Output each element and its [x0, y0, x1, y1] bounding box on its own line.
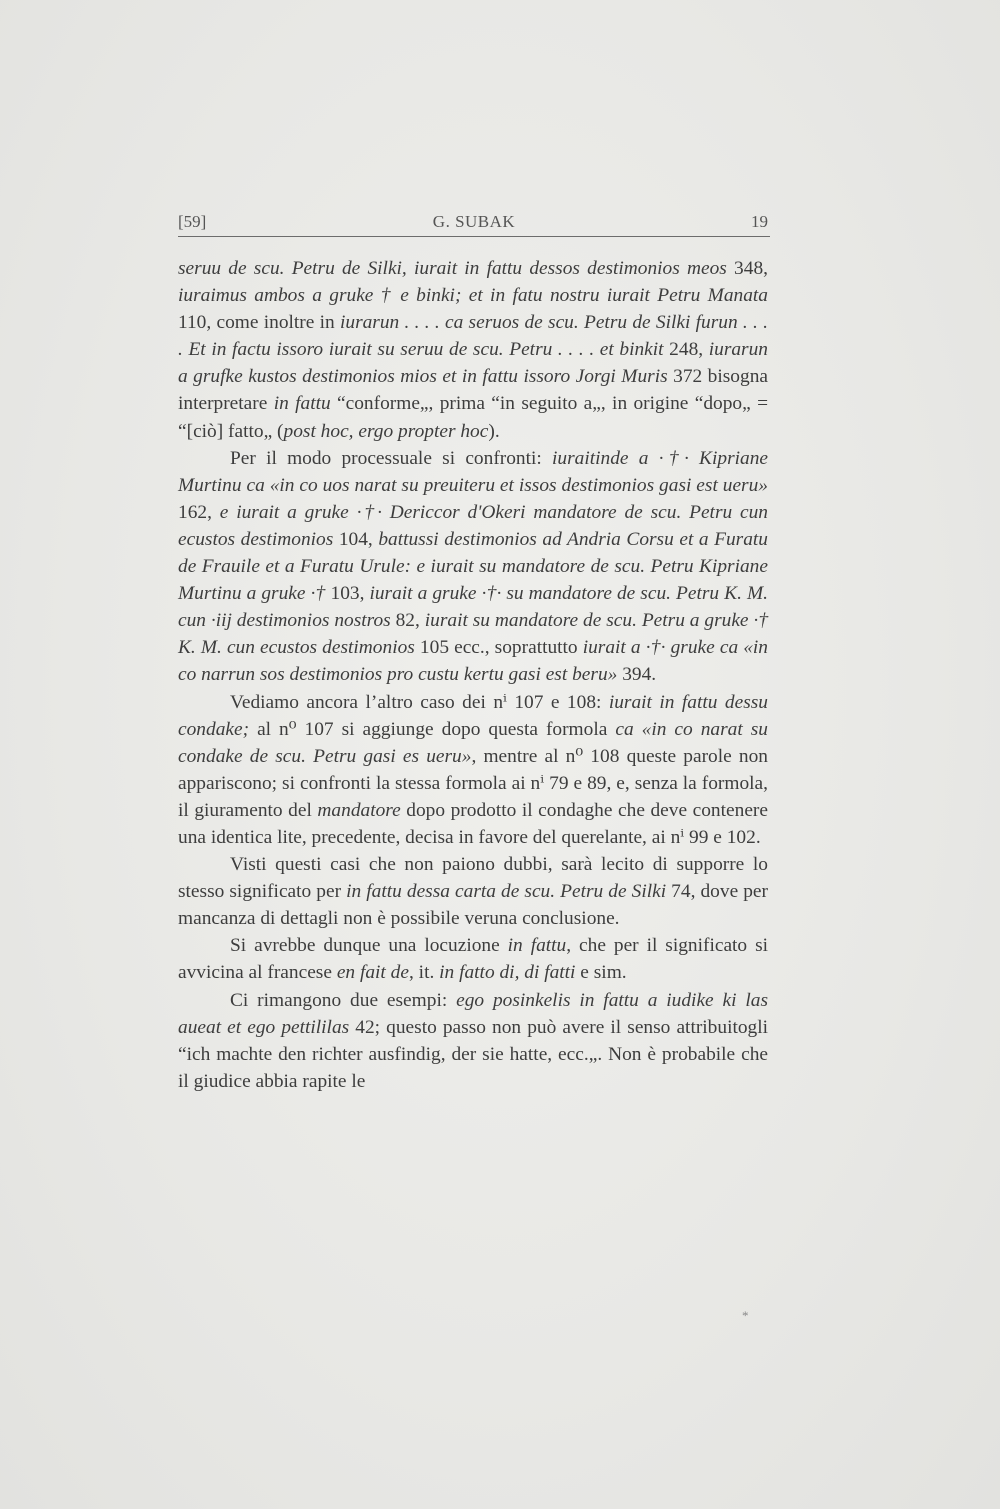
- text-run: 104,: [333, 528, 379, 550]
- text-run: 348,: [726, 258, 768, 279]
- text-run: 82,: [390, 610, 425, 632]
- paragraph: [178, 851, 768, 932]
- page-number: 19: [751, 212, 768, 231]
- paragraph: [178, 689, 768, 852]
- italic-run: in fattu dessa carta de scu. Petru de Silki: [346, 881, 667, 903]
- paragraph: [178, 987, 768, 1095]
- italic-run: iurait a ·†· gruke ca «in co narrun sos destimonios pro custu kertu gasi est beru»: [178, 637, 769, 686]
- text-run: al n⁰ 107 si aggiunge dopo questa formola: [249, 718, 616, 740]
- section-number: [59]: [178, 212, 207, 231]
- text-run: “conforme„, prima “in seguito a„, in origine “dopo„ = “[ciò] fatto„ (: [178, 393, 769, 442]
- text-run: 394.: [617, 664, 657, 686]
- text-run: dopo prodotto il condaghe che deve contenere una identica lite, precedente, decisa in favore del querelante, ai nⁱ 99 e 102.: [178, 799, 768, 848]
- body-text: [178, 255, 768, 1095]
- italic-run: post hoc, ergo propter hoc: [283, 420, 489, 442]
- italic-run: in fatto di, di fatti: [439, 962, 576, 984]
- text-run: 42; questo passo non può avere il senso attribuitogli “ich machte den richter ausfindig, der sie hatte, ecc.„. Non è probabile che il giudice abbia rapite le: [178, 1016, 769, 1092]
- footer-mark: *: [742, 1308, 749, 1323]
- text-run: , mentre al n⁰ 108 queste parole non appariscono; si confronti la stessa formola ai nⁱ 79 e 89, e, senza la formola, il giuramento del: [178, 745, 768, 821]
- text-run: 74, dove per mancanza di dettagli non è possibile veruna conclusione.: [178, 881, 769, 930]
- italic-run: e iurait a gruke ·†· Dericcor d'Okeri mandatore de scu. Petru cun ecustos destimonios: [178, 501, 769, 550]
- paragraph: [178, 255, 768, 445]
- text-run: Per il modo processuale si confronti:: [230, 447, 553, 469]
- text-run: e sim.: [575, 962, 627, 984]
- running-header: [178, 212, 770, 237]
- text-run: 372 bisogna interpretare: [178, 366, 769, 415]
- italic-run: iurarun . . . . ca seruos de scu. Petru de Silki furun . . . . Et in factu issoro iurait su seruu de scu. Petru . . . . et binkit: [178, 312, 768, 361]
- text-run: Vediamo ancora l’altro caso dei nⁱ 107 e 108:: [230, 691, 609, 713]
- italic-run: iurait in fattu dessu condake;: [178, 691, 768, 740]
- italic-run: iurarun a grufke kustos destimonios mios et in fattu issoro Jorgi Muris: [178, 339, 768, 388]
- italic-run: mandatore: [317, 799, 401, 821]
- italic-run: battussi destimonios ad Andria Corsu et a Furatu de Frauile et a Furatu Urule: e iurait su mandatore de scu. Petru Kipriane Murtinu a gruke ·†: [178, 528, 768, 605]
- italic-run: iuraimus ambos a gruke † e binki; et in fatu nostru iurait Petru Manata: [178, 285, 768, 307]
- italic-run: in fattu: [273, 393, 331, 415]
- italic-run: ego posinkelis in fattu a iudike ki las aueat et ego pettililas: [178, 989, 768, 1038]
- text-run: Ci rimangono due esempi:: [230, 989, 457, 1011]
- running-title: G. SUBAK: [432, 212, 516, 231]
- text-run: 105 ecc., soprattutto: [414, 637, 583, 659]
- text-run: 248,: [663, 339, 709, 361]
- text-run: ).: [488, 420, 500, 442]
- italic-run: seruu de scu. Petru de Silki, iurait in fattu dessos destimonios meos: [178, 258, 727, 279]
- paragraph: [178, 445, 768, 689]
- italic-run: iurait su mandatore de scu. Petru a gruke ·† K. M. cun ecustos destimonios: [178, 610, 769, 659]
- text-run: , che per il significato si avvicina al francese: [178, 935, 768, 984]
- paragraph: [178, 932, 768, 986]
- italic-run: iurait a gruke ·†· su mandatore de scu. Petru K. M. cun ·iij destimonios nostros: [178, 583, 768, 632]
- italic-run: iuraitinde a ·†· Kipriane Murtinu ca «in co uos narat su preuiteru et issos destimonios gasi est ueru»: [178, 447, 769, 496]
- text-run: 103,: [325, 583, 370, 605]
- text-run: Visti questi casi che non paiono dubbi, sarà lecito di supporre lo stesso significato per: [178, 854, 768, 903]
- italic-run: ca «in co narat su condake de scu. Petru gasi es ueru»: [178, 718, 768, 767]
- italic-run: in fattu: [507, 935, 567, 957]
- text-run: , it.: [408, 962, 440, 984]
- text-run: Si avrebbe dunque una locuzione: [230, 935, 508, 957]
- text-run: 162,: [178, 501, 220, 523]
- italic-run: en fait de: [336, 962, 409, 984]
- text-run: 110, come inoltre in: [178, 312, 340, 334]
